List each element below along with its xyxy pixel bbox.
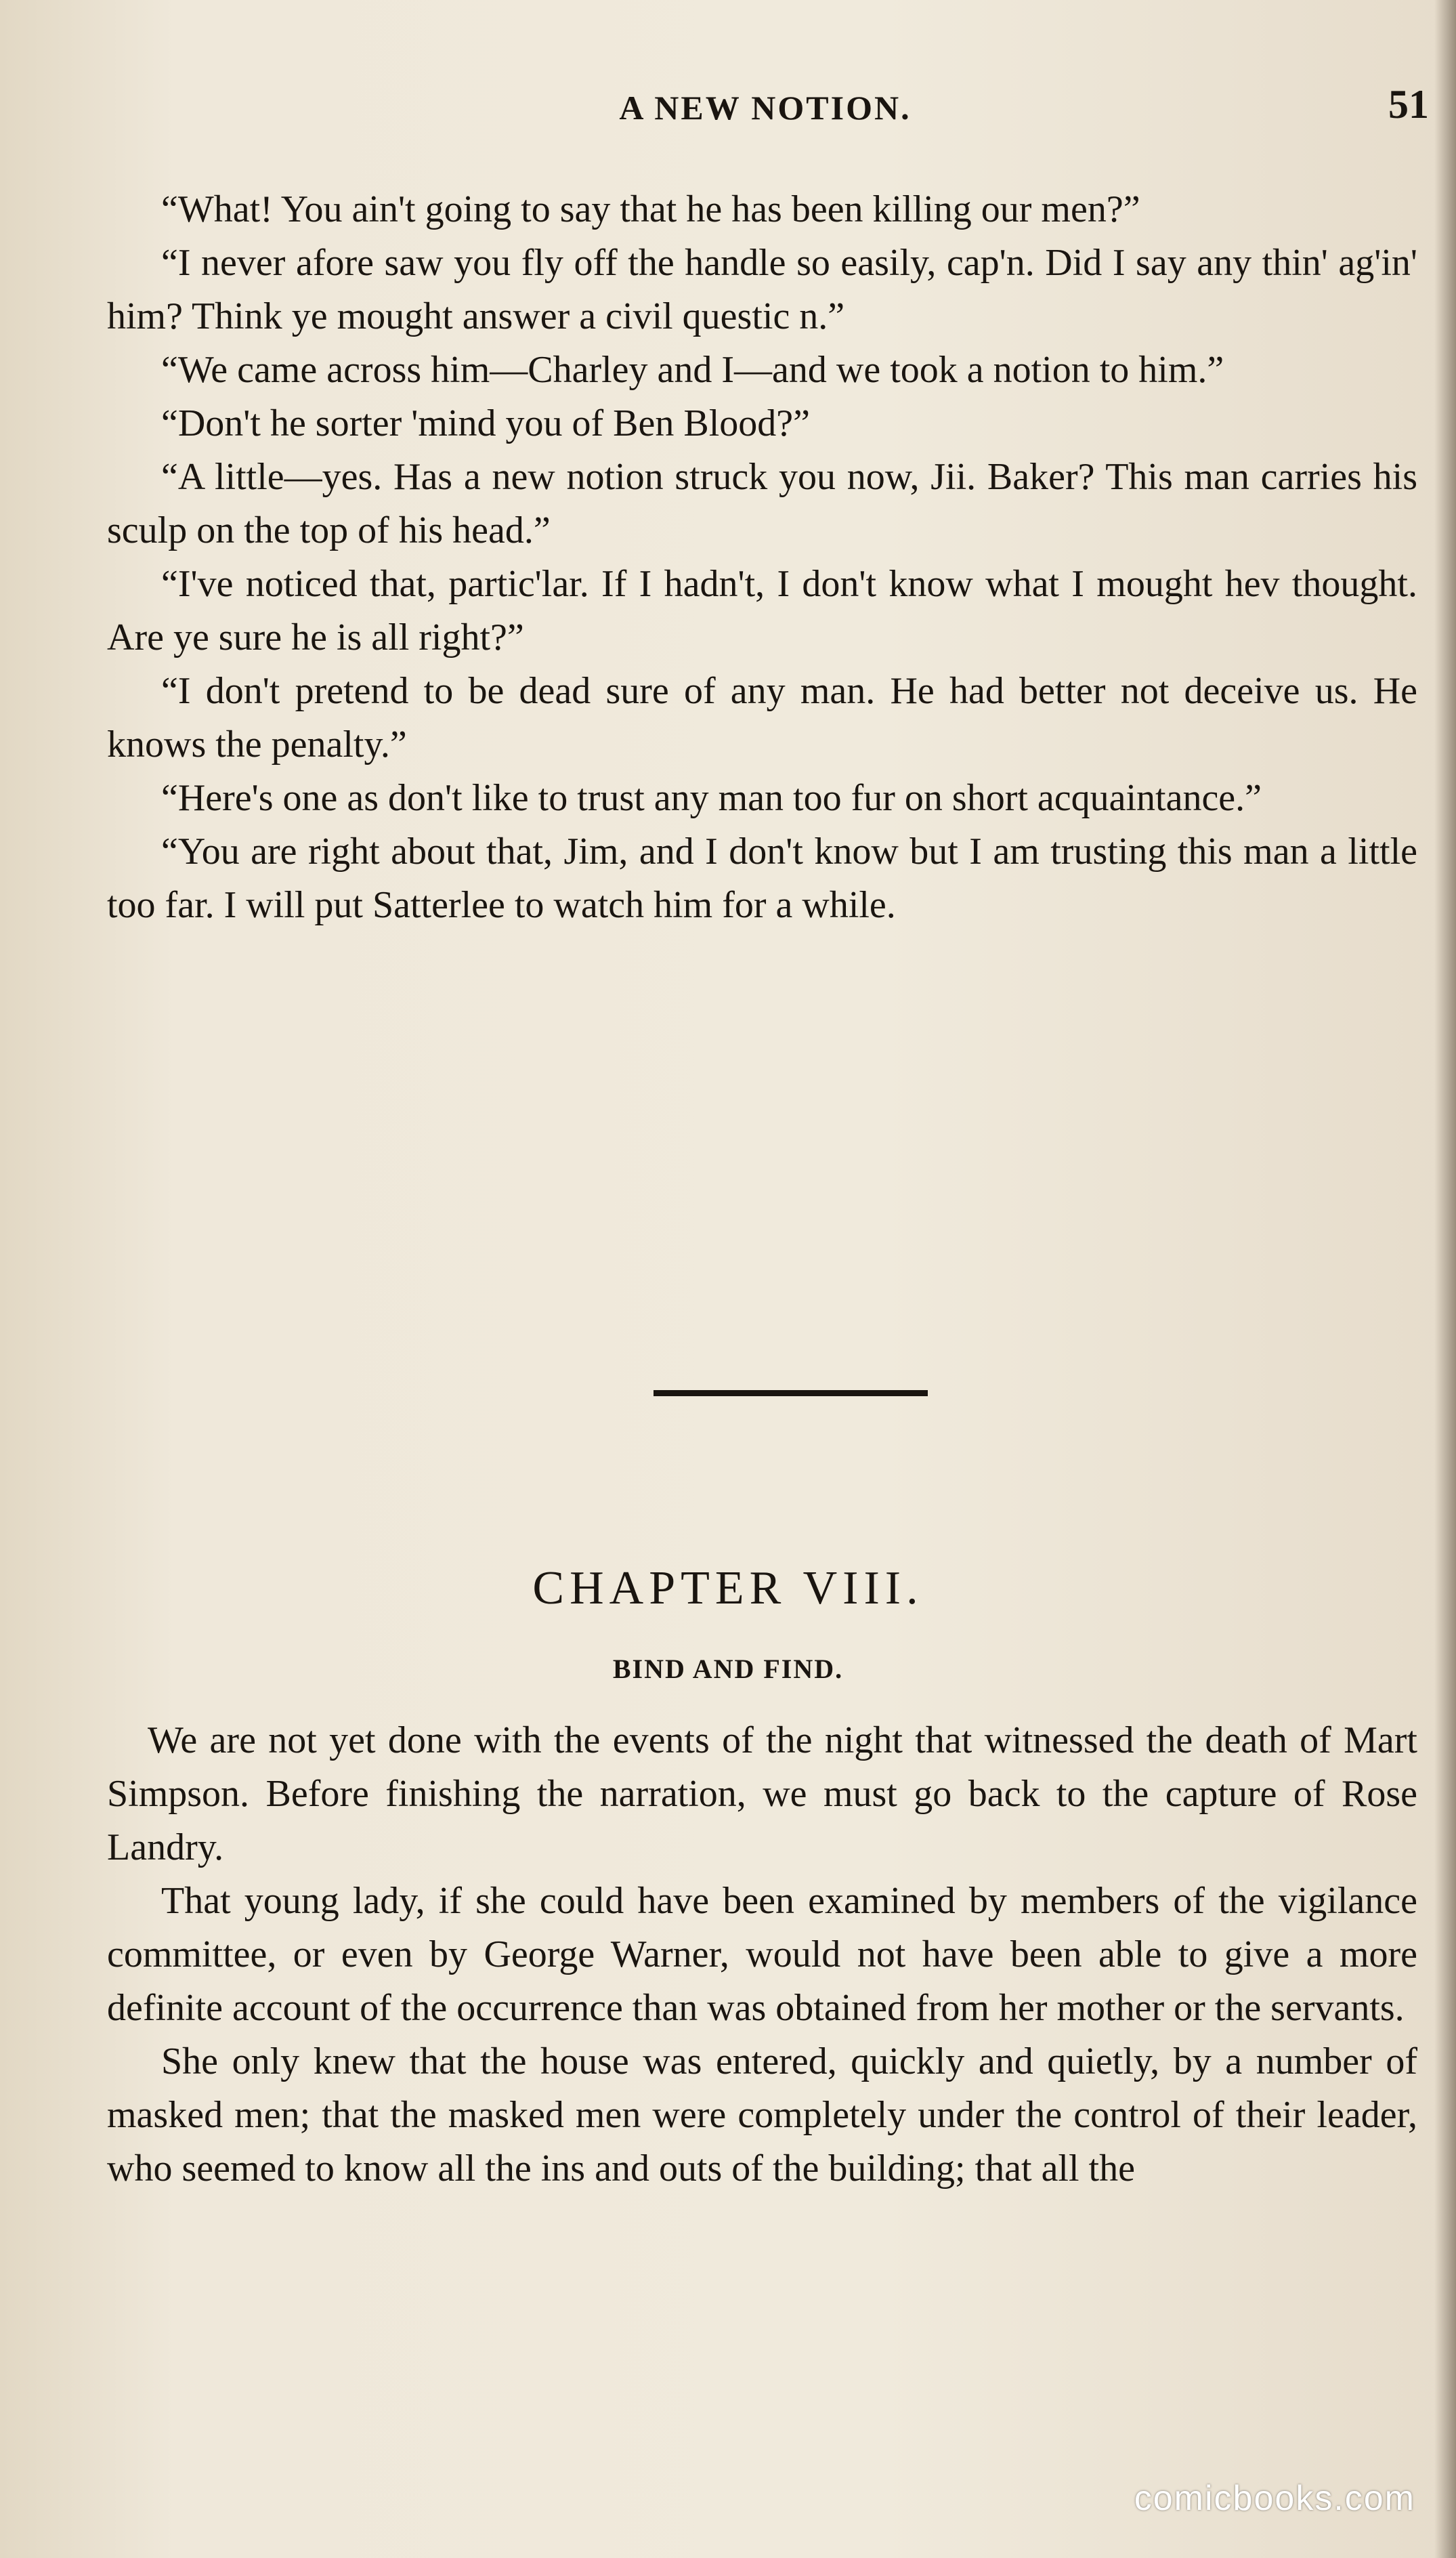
page-edge-shadow (1434, 0, 1456, 2558)
paragraph: “I never afore saw you fly off the handle so easily, cap'n. Did I say any thin' ag'in' him? Think ye mought answer a civil questic n.” (107, 242, 1417, 337)
paragraph: “A little—yes. Has a new notion struck you now, Jii. Baker? This man carries his sculp on the top of his head.” (107, 456, 1417, 551)
page-header (102, 75, 1429, 135)
chapter-title: CHAPTER VIII. (532, 1562, 924, 1614)
section-divider (654, 1390, 928, 1396)
chapter-body (107, 1714, 1417, 2196)
paragraph: “You are right about that, Jim, and I don't know but I am trusting this man a little too far. I will put Satterlee to watch him for a while. (107, 831, 1417, 926)
paragraph: We are not yet done with the events of the night that witnessed the death of Mart Simpson. Before finishing the narration, we must go back to the capture of Rose Landry. (107, 1719, 1417, 1868)
chapter-subtitle: BIND AND FIND. (612, 1654, 844, 1684)
dialogue-section (107, 183, 1417, 932)
running-title: A NEW NOTION. (619, 89, 912, 127)
paragraph: “I don't pretend to be dead sure of any man. He had better not deceive us. He knows the penalty.” (107, 670, 1417, 766)
paragraph: “Don't he sorter 'mind you of Ben Blood?” (161, 402, 810, 444)
paragraph: “What! You ain't going to say that he has been killing our men?” (161, 188, 1140, 230)
paragraph: “I've noticed that, partic'lar. If I hadn't, I don't know what I mought hev thought. Are ye sure he is all right?” (107, 563, 1417, 658)
paragraph: She only knew that the house was entered, quickly and quietly, by a number of masked men; that the masked men were completely under the control of their leader, who seemed to know all the ins and outs of the building; that all the (107, 2040, 1417, 2189)
page-number: 51 (1388, 82, 1429, 127)
paragraph: That young lady, if she could have been examined by members of the vigilance committee, or even by George Warner, would not have been able to give a more definite account of the occurrence than was obtained from her mother or the servants. (107, 1880, 1417, 2029)
paragraph: “Here's one as don't like to trust any man too fur on short acquaintance.” (161, 777, 1262, 819)
watermark: comicbooks.com (1134, 2479, 1415, 2518)
paragraph: “We came across him—Charley and I—and we took a notion to him.” (161, 349, 1224, 391)
